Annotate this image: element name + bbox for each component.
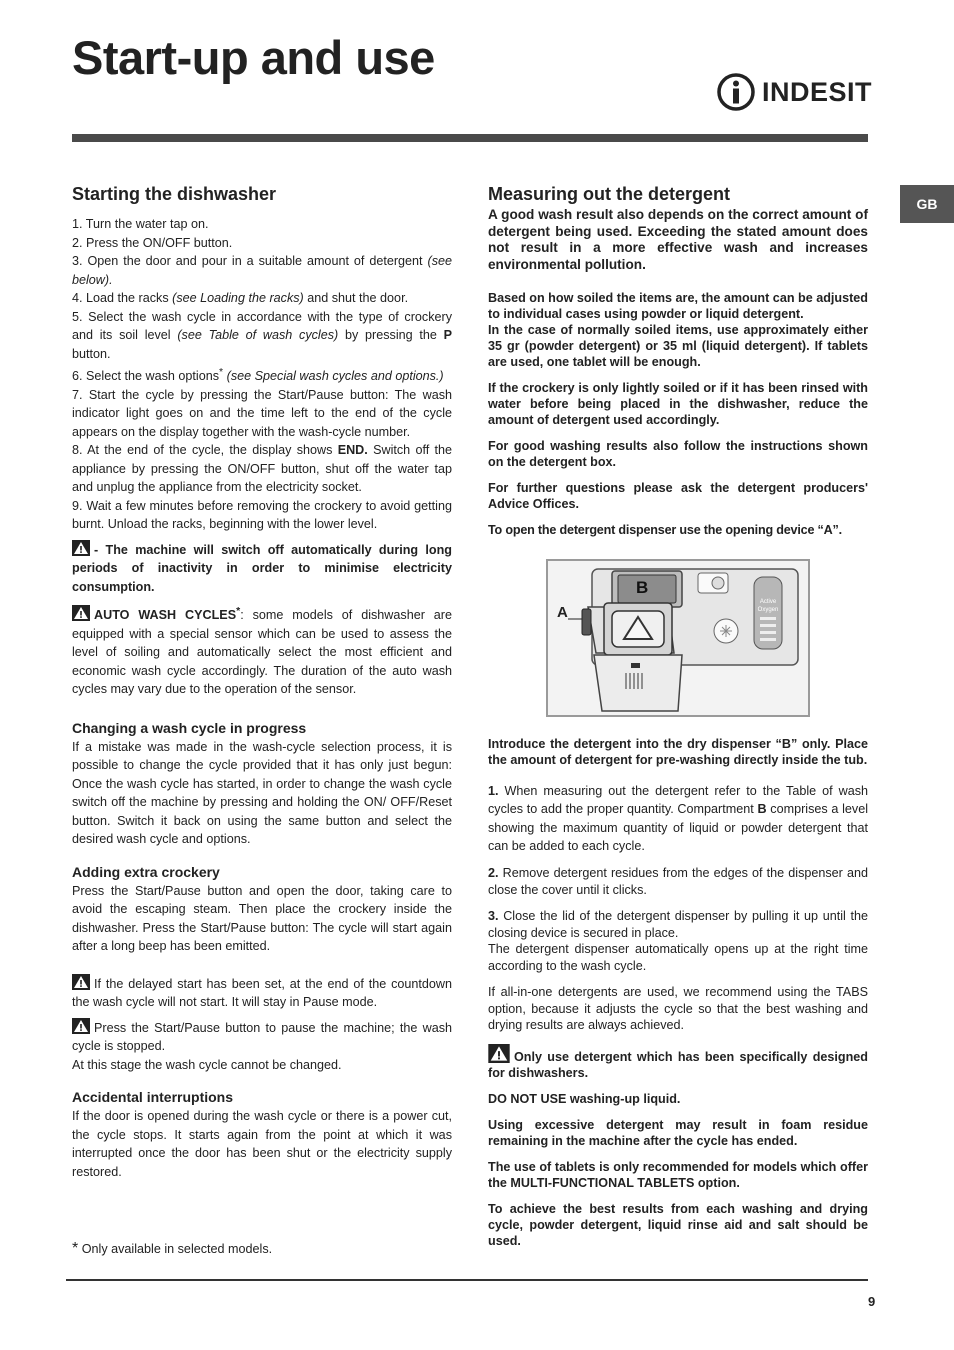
- page-number: 9: [868, 1294, 876, 1309]
- subheading-changing-cycle: Changing a wash cycle in progress: [72, 719, 307, 736]
- auto-off-warning: - The machine will switch off automatically during long periods of inactivity in order to minimise electricity consumption.: [72, 540, 452, 597]
- step-1: 1. Turn the water tap on.: [72, 217, 209, 231]
- measuring-p5: For further questions please ask the detergent producers' Advice Offices.: [488, 481, 868, 511]
- subheading-accidental: Accidental interruptions: [72, 1089, 234, 1106]
- warning-triangle-icon: [72, 1018, 90, 1034]
- measuring-p6: To open the detergent dispenser use the opening device “A”.: [488, 523, 842, 537]
- instruction-2: 2. Remove detergent residues from the edges of the dispenser and close the cover until it clicks.: [488, 866, 869, 897]
- detergent-dispenser-figure: [546, 559, 810, 717]
- steps-list: [72, 215, 452, 534]
- header-divider: [72, 134, 868, 142]
- tablets-note: The use of tablets is only recommended for models which offer the MULTI-FUNCTIONAL TABLETS option.: [488, 1159, 868, 1190]
- auto-wash-cycles-note: AUTO WASH CYCLES*: some models of dishwasher are equipped with a special sensor which can be used to assess the level of soiling and automatically select the most efficient and economic wash cycle accordingly. The duration of the auto wash cycles may vary due to the operation of the sensor.: [72, 605, 453, 697]
- warning-triangle-icon: [72, 540, 90, 556]
- specific-detergent-warning: Only use detergent which has been specifically designed for dishwashers.: [488, 1044, 868, 1081]
- step-6: 6. Select the wash options* (see Special wash cycles and options.): [72, 366, 444, 384]
- instruction-1: 1. When measuring out the detergent refer to the Table of wash cycles to add the proper quantity. Compartment B comprises a level showing the maximum quantity of liquid or powder detergent that can be added to each cycle.: [488, 784, 869, 853]
- step-5: 5. Select the wash cycle in accordance with the type of crockery and its soil level (see Table of wash cycles) by pressing the P button.: [72, 309, 453, 361]
- step-4: 4. Load the racks (see Loading the racks) and shut the door.: [72, 291, 409, 305]
- no-washing-up-liquid: DO NOT USE washing-up liquid.: [488, 1091, 681, 1106]
- foam-warning: Using excessive detergent may result in foam residue remaining in the machine after the cycle has ended.: [488, 1117, 868, 1148]
- right-column: [488, 183, 868, 538]
- indesit-logo-icon: [716, 72, 756, 112]
- changing-cycle-text: If a mistake was made in the wash-cycle selection process, it is possible to change the cycle provided that it has only just begun: Once the wash cycle has started, in order to change the wash cycle switch off the machine by pressing and holding the ON/ OFF/Reset button. Switch it back on using the same button and select the desired wash cycle and options.: [72, 739, 452, 847]
- oxygen-label: Oxygen: [757, 607, 779, 613]
- footnote: * Only available in selected models.: [72, 1240, 273, 1257]
- pause-note-2: At this stage the wash cycle cannot be changed.: [72, 1057, 342, 1072]
- step-7: 7. Start the cycle by pressing the Start/Pause button: The wash indicator light goes on and the time left to the end of the cycle appears on the display together with the wash-cycle number.: [72, 387, 452, 439]
- subheading-adding-crockery: Adding extra crockery: [72, 863, 220, 880]
- brand-logo: [716, 70, 872, 114]
- warning-triangle-icon: [72, 974, 90, 990]
- active-label: Active: [759, 599, 777, 605]
- step-8: 8. At the end of the cycle, the display shows END. Switch off the appliance by pressing the ON/OFF button, shut off the water tap and unplug the appliance from the electricity socket.: [72, 443, 453, 495]
- measuring-p1: Based on how soiled the items are, the amount can be adjusted to individual cases using powder or liquid detergent.: [488, 291, 868, 321]
- accidental-text: If the door is opened during the wash cycle or there is a power cut, the cycle stops. It starts again from the point at which it was interrupted once the door has been shut or the electricity supply restored.: [72, 1109, 452, 1179]
- measuring-lead: A good wash result also depends on the correct amount of detergent being used. Exceeding the stated amount does not result in a more effective wash and increases environmental pollution.: [488, 207, 868, 272]
- label-b: B: [636, 578, 649, 597]
- adding-crockery-text: Press the Start/Pause button and open the door, taking care to avoid the escaping steam. Then place the crockery inside the dishwasher. Press the Start/Pause button: The cycle will start again after a long beep has been emitted.: [72, 883, 452, 954]
- brand-name: INDESIT: [762, 76, 873, 107]
- instruction-3b: The detergent dispenser automatically opens up at the right time according to the wash cycle.: [488, 942, 868, 973]
- language-tab: GB: [900, 185, 954, 223]
- label-a: A: [557, 604, 568, 621]
- best-results-note: To achieve the best results from each washing and drying cycle, powder detergent, liquid rinse aid and salt should be used.: [488, 1201, 868, 1248]
- warning-triangle-icon: [488, 1044, 510, 1063]
- measuring-p3: If the crockery is only lightly soiled or if it has been rinsed with water before being placed in the dishwasher, reduce the amount of detergent used accordingly.: [488, 381, 868, 427]
- tabs-note: If all-in-one detergents are used, we recommend using the TABS option, because it adjusts the cycle so that the best washing and drying results are always achieved.: [488, 985, 868, 1033]
- footer-divider: [66, 1279, 868, 1281]
- measuring-p4: For good washing results also follow the instructions shown on the detergent box.: [488, 439, 868, 469]
- step-9: 9. Wait a few minutes before removing the crockery to avoid getting burnt. Unload the racks, beginning with the lower level.: [72, 498, 452, 532]
- step-2: 2. Press the ON/OFF button.: [72, 235, 233, 250]
- warning-triangle-icon: [72, 605, 90, 621]
- page-title: Start-up and use: [72, 31, 435, 84]
- measuring-p2: In the case of normally soiled items, use approximately either 35 gr (powder detergent) or 35 ml (liquid detergent). If tablets are used, one tablet will be enough.: [488, 323, 868, 369]
- section-heading-measuring: Measuring out the detergent: [488, 184, 731, 204]
- section-heading-starting: Starting the dishwasher: [72, 184, 277, 204]
- right-column-lower: [488, 736, 868, 1249]
- instruction-3: 3. Close the lid of the detergent dispenser by pulling it up until the closing device is secured in place.: [488, 909, 868, 940]
- step-3: 3. Open the door and pour in a suitable amount of detergent (see below).: [72, 254, 453, 287]
- pause-note: Press the Start/Pause button to pause the machine; the wash cycle is stopped.: [72, 1018, 452, 1056]
- delayed-start-note: If the delayed start has been set, at the end of the countdown the wash cycle will not start. It will stay in Pause mode.: [72, 974, 452, 1012]
- left-column: [72, 183, 452, 1181]
- introduce-detergent: Introduce the detergent into the dry dispenser “B” only. Place the amount of detergent for pre-washing directly inside the tub.: [488, 737, 868, 767]
- dispenser-illustration: [548, 561, 808, 715]
